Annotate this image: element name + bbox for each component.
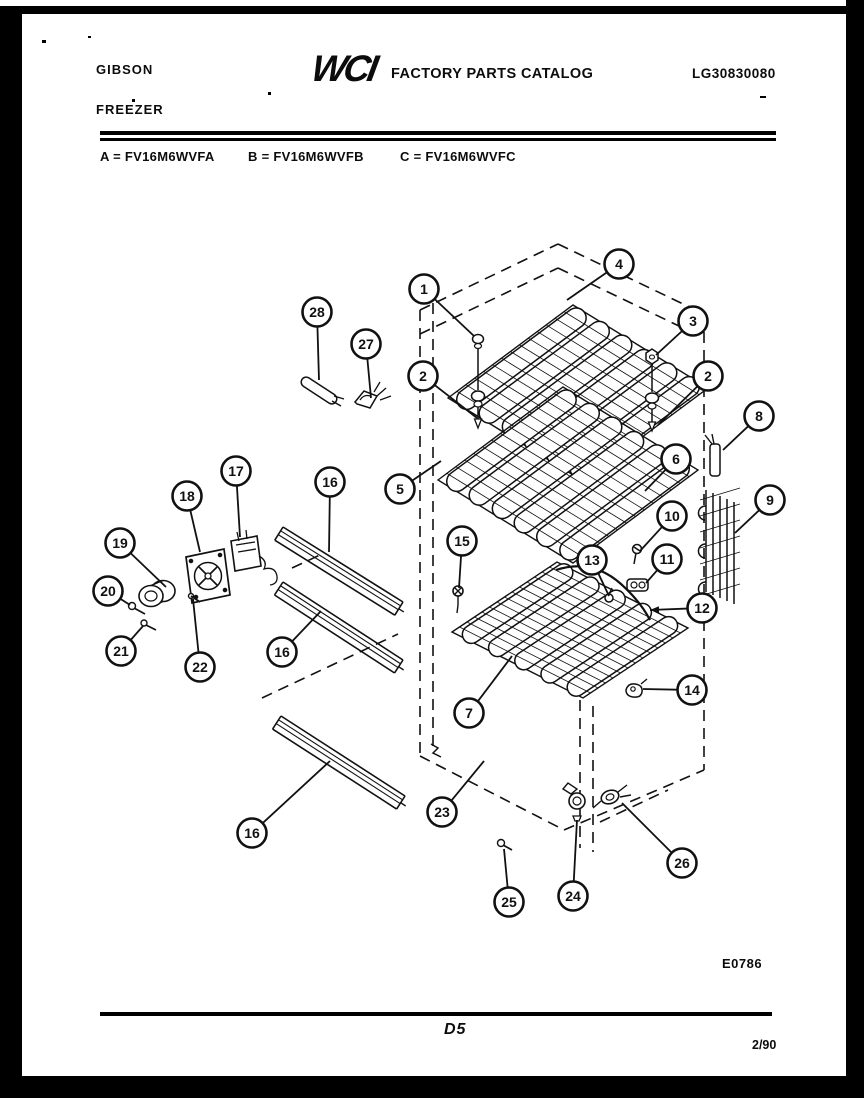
callout-7 [455,699,484,728]
callout-number: 13 [584,552,600,568]
callout-number: 20 [100,583,116,599]
defrost-timer [231,536,261,571]
leader-line-14 [643,689,677,690]
callout-number: 23 [434,804,450,820]
callout-number: 5 [396,481,404,497]
callout-number: 1 [420,281,428,297]
filter-drier [705,434,720,476]
page-number: D5 [444,1021,467,1038]
revision-date: 2/90 [752,1038,777,1052]
callout-21 [107,637,136,666]
callout-number: 9 [766,492,774,508]
callout-number: 15 [454,533,470,549]
leader-line-16 [329,497,330,552]
leader-line-3 [656,331,682,355]
callout-number: 22 [192,659,208,675]
callout-19 [106,529,135,558]
leader-line-23 [452,761,484,800]
valve-24 [569,793,585,809]
callout-17 [222,457,251,486]
callout-number: 3 [689,313,697,329]
diagram-code: E0786 [722,956,763,971]
callout-number: 26 [674,855,690,871]
model-a: A = FV16M6WVFA [100,149,215,164]
callout-15 [448,527,477,556]
callout-number: 17 [228,463,244,479]
callout-number: 4 [615,256,623,272]
callout-number: 2 [419,368,427,384]
leader-line-24 [574,820,577,881]
leader-line-16 [263,761,330,823]
callout-9 [756,486,785,515]
callout-2 [694,362,723,391]
shelf-rail [275,527,404,615]
callout-number: 25 [501,894,517,910]
footer-rule [100,1012,772,1016]
thermostat-27 [355,391,377,408]
fan-assembly [129,530,278,630]
callout-14 [678,676,707,705]
leader-line-17 [237,486,240,537]
callout-2 [409,362,438,391]
callout-number: 10 [664,508,680,524]
leader-line-9 [735,510,759,533]
model-c: C = FV16M6WVFC [400,149,516,164]
leader-line-25 [504,849,508,887]
callout-22 [186,653,215,682]
model-b: B = FV16M6WVFB [248,149,364,164]
callout-11 [653,545,682,574]
callout-number: 6 [672,451,680,467]
callout-number: 18 [179,488,195,504]
callout-26 [668,849,697,878]
callout-number: 19 [112,535,128,551]
leader-line-8 [723,426,748,450]
leader-line-18 [190,511,200,552]
leader-line-7 [478,656,512,701]
evaporator-coil-bottom [452,562,688,698]
leader-line-21 [131,626,143,640]
leader-line-20 [121,599,130,605]
leader-line-1 [435,299,474,336]
evaporator-shelves [273,305,708,809]
brand-line2: FREEZER [96,102,164,117]
valve-assembly [498,783,632,850]
callout-number: 2 [704,368,712,384]
brand-line1: GIBSON [96,62,154,77]
callout-number: 12 [694,600,710,616]
callout-16 [316,468,345,497]
catalog-title: FACTORY PARTS CATALOG [391,66,594,82]
callout-number: 21 [113,643,129,659]
callout-8 [745,402,774,431]
heater-parts [301,377,391,408]
callout-12 [688,594,717,623]
leader-line-11 [646,570,657,583]
timer-wires [259,556,277,585]
leader-line-22 [193,599,198,652]
document-number: LG30830080 [692,66,776,81]
callout-number: 16 [244,825,260,841]
callout-number: 16 [274,644,290,660]
callout-number: 28 [309,304,325,320]
callout-number: 24 [565,888,581,904]
callout-6 [662,445,691,474]
callout-25 [495,888,524,917]
leader-line-28 [317,327,319,380]
callout-number: 7 [465,705,473,721]
leader-line-15 [459,556,461,588]
callout-number: 16 [322,474,338,490]
callout-27 [352,330,381,359]
callout-10 [658,502,687,531]
callout-16 [268,638,297,667]
valve-26 [599,788,620,806]
callout-number: 8 [755,408,763,424]
callout-number: 11 [659,551,675,567]
callout-20 [94,577,123,606]
callout-3 [679,307,708,336]
leader-line-19 [131,553,166,587]
callout-4 [605,250,634,279]
callout-number: 27 [358,336,374,352]
callout-28 [303,298,332,327]
callout-5 [386,475,415,504]
heater-28 [301,377,337,404]
leader-line-5 [412,461,441,481]
callout-1 [410,275,439,304]
callout-number: 14 [684,682,700,698]
leader-line-4 [567,273,607,300]
callout-13 [578,546,607,575]
callout-16 [238,819,267,848]
callout-24 [559,882,588,911]
leader-line-26 [622,803,671,852]
wci-logo: WCI [308,48,379,89]
callout-23 [428,798,457,827]
callout-18 [173,482,202,511]
